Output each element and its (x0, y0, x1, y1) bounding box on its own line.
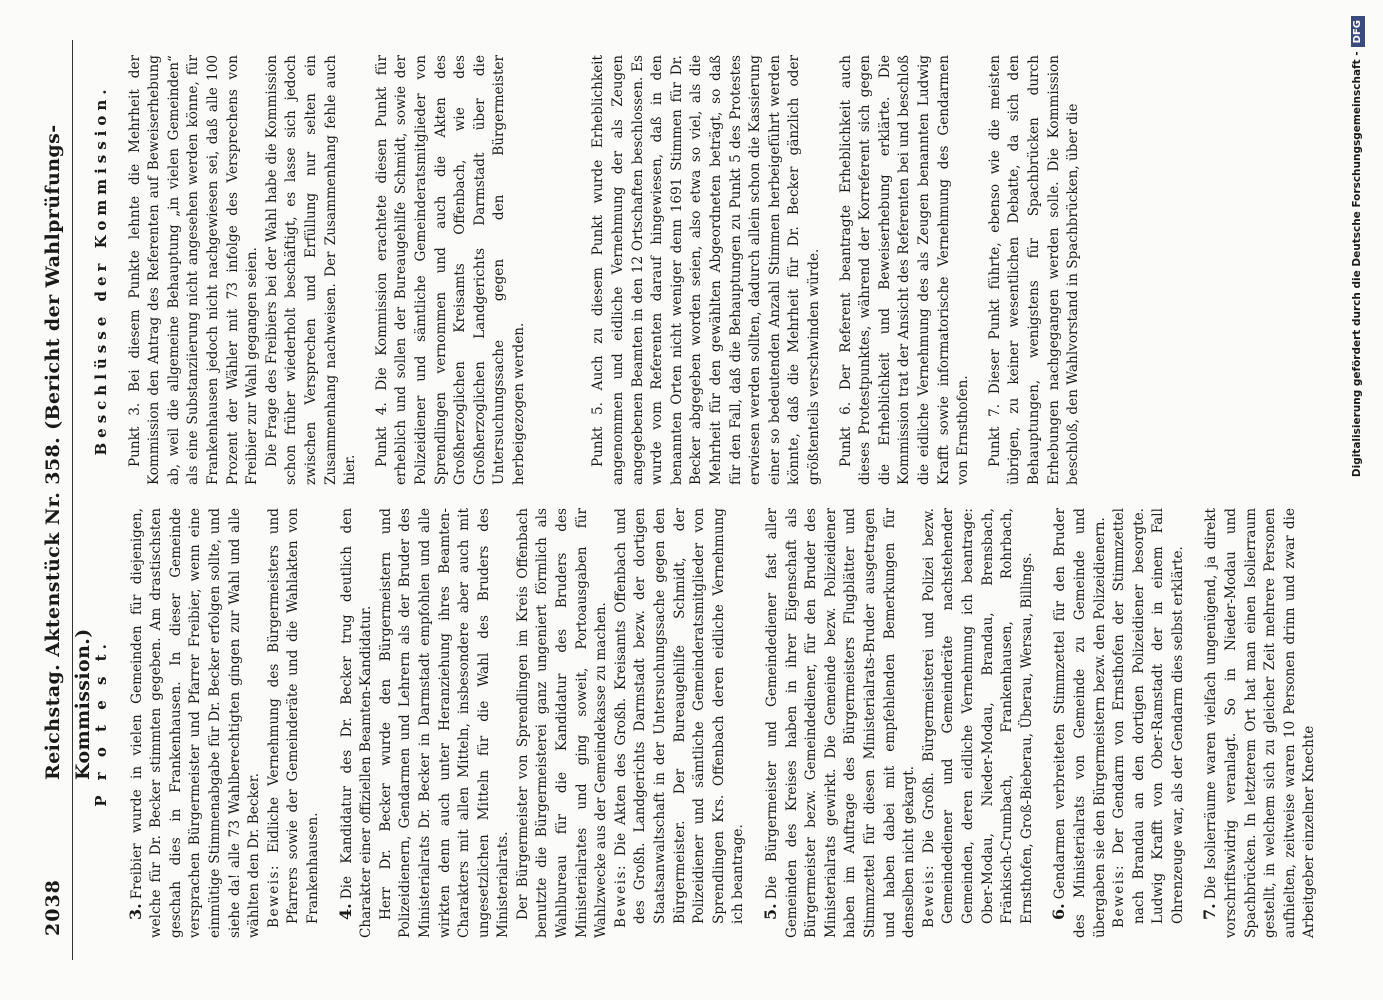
evidence-text: Eidliche Vernehmung des Bürgermeisters und Pfarrers sowie der Gemeinderäte und die Wahlakten von Frankenhausen. (265, 508, 321, 924)
protest-item-7 (1200, 508, 1320, 938)
protest-column (88, 508, 1320, 938)
page-number: 2038 (42, 879, 64, 936)
item-4-para-3: Der Bürgermeister von Sprendlingen im Kreis Offenbach benutzte die Bürgermeisterei ganz ungeniert förmlich als Wahlbureau für die Kandidatur des Bruders des Ministerialrates und ging soweit, Portoausgaben für Wahlzwecke aus der Gemeindekasse zu machen. (514, 508, 610, 938)
evidence-6 (1110, 508, 1188, 938)
item-4-para-2: Herr Dr. Becker wurde den Bürgermeistern und Polizeidienern, Gendarmen und Lehrern als der Bruder des Ministerialrats Dr. Becker in Darmstadt empfohlen und alle wirkten denn auch unter Heranziehung ihres Beamten-Charakters mit allen Mitteln, insbesondere aber auch mit ungesetzlichen Mitteln für die Wahl des Bruders des Ministerialrats. (377, 508, 512, 938)
item-number: 4. (335, 903, 355, 920)
point-label: Punkt 3. (126, 402, 143, 467)
item-text: Die Isolierräume waren vielfach ungenügend, ja direkt vorschriftswidrig veranlagt. So in Nieder-Modau und Spachbrücken. In letzterem Ort hat man einen Isolierraum gestellt, in welchem sich zu gleicher Zeit mehrere Personen aufhielten, zeitweise waren 10 Personen drinn und zwar die Arbeitgeber einzelner Knechte (1203, 508, 1318, 938)
resolution-7 (986, 55, 1084, 485)
resolution-4 (373, 55, 530, 485)
evidence-3 (265, 508, 324, 938)
evidence-label: Beweis: (265, 863, 282, 928)
resolution-5 (589, 55, 824, 485)
evidence-text: Die Akten des Großh. Kreisamts Offenbach und des Großh. Landgerichts Darmstadt bezw. der dortigen Staatsanwaltschaft in der Untersuchungssache gegen den Bürgermeister. Der Bureaugehilfe Schmidt, der Polizeidiener und sämtliche Gemeinderatsmitglieder von Sprendlingen Krs. Offenbach deren eidliche Vernehmung ich beantrage. (612, 508, 747, 924)
digitization-text: Digitalisierung gefördert durch die Deutsche Forschungsgemeinschaft - (1351, 51, 1363, 478)
point-text: Dieser Punkt führte, ebenso wie die meisten übrigen, zu keiner wesentlichen Debatte, da sich den Behauptungen, wenigstens für Spachbrücken durch Erhebungen nachgegangen werden solle. Die Kommission beschloß, den Wahlvorstand in Spachbrücken, über die (986, 54, 1082, 485)
protest-heading: P r o t e s t. (92, 639, 110, 807)
resolution-3 (126, 55, 263, 485)
resolution-3-para-2: Die Frage des Freibiers bei der Wahl habe die Kommission schon früher wiederholt beschäftigt, es lasse sich jedoch zwischen Versprechen und Erfüllung nur selten ein Zusammenhang nachweisen. Der Zusammenhang fehle auch hier. (263, 55, 359, 485)
point-text: Auch zu diesem Punkt wurde Erheblichkeit angenommen und eidliche Vernehmung der als Zeugen angegebenen Beamten in den 12 Ortschaften beschlossen. Es wurde vom Referenten darauf hingewiesen, daß in den benannten Orten nicht weniger denn 1691 Stimmen für Dr. Becker abgegeben worden seien, also etwa so viel, als die Mehrheit für den gewählten Abgeordneten beträgt, so daß für den Fall, daß die Behauptungen zu Punkt 5 des Protestes erwiesen werden sollten, dadurch allein schon die Kassierung einer so bedeutenden Anzahl Stimmen herbeigeführt werden könnte, daß die Mehrheit für Dr. Becker gänzlich oder größtenteils verschwinden würde. (590, 55, 822, 485)
running-title: Reichstag. Aktenstück Nr. 358. (Bericht der Wahlprüfungs-Kommission.) (42, 124, 94, 780)
protest-item-6 (1049, 508, 1110, 938)
point-label: Punkt 7. (986, 403, 1003, 467)
point-label: Punkt 4. (373, 402, 390, 467)
item-text: Freibier wurde in vielen Gemeinden für diejenigen, welche für Dr. Becker stimmten gegeben. Am drastischsten geschah dies in Frankenhausen. In dieser Gemeinde versprachen Bürgermeister und Pfarrer Freibier, wenn eine einmütige Stimmenabgabe für Dr. Becker erfolgen sollte, und siehe da! alle 73 Wahlberechtigten gingen zur Wahl und alle wählten den Dr. Becker. (128, 508, 263, 938)
resolution-6 (837, 55, 974, 485)
point-text: Bei diesem Punkte lehnte die Mehrheit der Kommission den Antrag des Referenten auf Beweiserhebung ab, weil die allgemeine Behauptung „in vielen Gemeinden“ als eine Substanziierung nicht angesehen werden könne, für Frankenhausen jedoch nicht nachgewiesen sei, daß alle 100 Prozent der Wähler mit 73 infolge des Versprechens von Freibier zur Wahl gegangen seien. (126, 54, 261, 485)
point-label: Punkt 5. (590, 402, 607, 467)
evidence-text: Der Gendarm von Ernsthofen der Stimmzettel nach Brandau an den dortigen Polizeidiener besorgte. Ludwig Krafft von Ober-Ramstadt der in einem Fall Ohrenzeuge war, als der Gendarm dies selbst erklärte. (1111, 507, 1186, 924)
evidence-label: Beweis: (920, 863, 937, 928)
item-number: 5. (761, 903, 780, 920)
evidence-4 (612, 508, 749, 938)
resolutions-column (88, 55, 1084, 485)
resolutions-heading: Beschlüsse der Kommission. (92, 84, 110, 456)
item-text: Die Bürgermeister und Gemeindediener fast aller Gemeinden des Kreises haben in ihrer Eigenschaft als Bürgermeister bezw. Gemeindediener, für den Bruder des Ministerialrats gewirkt. Die Gemeinde bezw. Polizeidiener haben im Auftrage des Bürgermeisters Flugblätter und Stimmzettel für diesen Ministerialrats-Bruder ausgetragen und haben dabei mit empfehlenden Bemerkungen für denselben nicht gekargt. (764, 508, 918, 938)
digitization-note (1350, 16, 1365, 976)
point-label: Punkt 6. (837, 401, 854, 467)
evidence-label: Beweis: (612, 863, 629, 928)
point-text: Die Kommission erachtete diesen Punkt für erheblich und sollen der Bureaugehilfe Schmidt, sowie der Polizeidiener und sämtliche Gemeinderatsmitglieder von Sprendlingen vernommen und auch die Akten des Großherzoglichen Kreisamts Offenbach, wie des Großherzoglichen Landgerichts Darmstadt über die Untersuchungssache gegen den Bürgermeister herbeigezogen werden. (373, 55, 527, 485)
item-number: 3. (125, 903, 145, 920)
item-number: 6. (1049, 903, 1069, 920)
protest-item-4 (336, 508, 377, 938)
page-header (38, 40, 94, 960)
point-text: Der Referent beantragte Erheblichkeit auch dieses Protestpunktes, während der Korreferent sich gegen die Erheblichkeit und Beweiserhebung erklärte. Die Kommission trat der Ansicht des Referenten bei und beschloß die eidliche Vernehmung des als Zeugen benannten Ludwig Krafft sowie informatorische Vernehmung des Gendarmen von Ernsthofen. (837, 54, 972, 485)
evidence-text: Die Großh. Bürgermeisterei und Polizei bezw. Gemeindediener und Gemeinderäte nachstehender Gemeinden, deren eidliche Vernehmung ich beantrage: Ober-Modau, Nieder-Modau, Brandau, Brensbach, Fränkisch-Crumbach, Frankenhausen, Rohrbach, Ernsthofen, Groß-Bieberau, Überau, Wersau, Billings. (920, 508, 1035, 924)
protest-item-5 (761, 508, 920, 938)
dfg-logo: DFG (1351, 16, 1365, 47)
evidence-5 (920, 508, 1038, 938)
evidence-label: Beweis: (1111, 863, 1128, 928)
item-number: 7. (1200, 903, 1220, 920)
protest-item-3 (126, 508, 265, 938)
item-text: Gendarmen verbreiteten Stimmzettel für den Bruder des Ministerialrats von Gemeinde zu Gemeinde und übergaben sie den Bürgermeistern bezw. den Polizeidienern. (1052, 508, 1108, 938)
item-text: Die Kandidatur des Dr. Becker trug deutlich den Charakter einer offiziellen Beamten-Kandidatur. (338, 508, 375, 938)
